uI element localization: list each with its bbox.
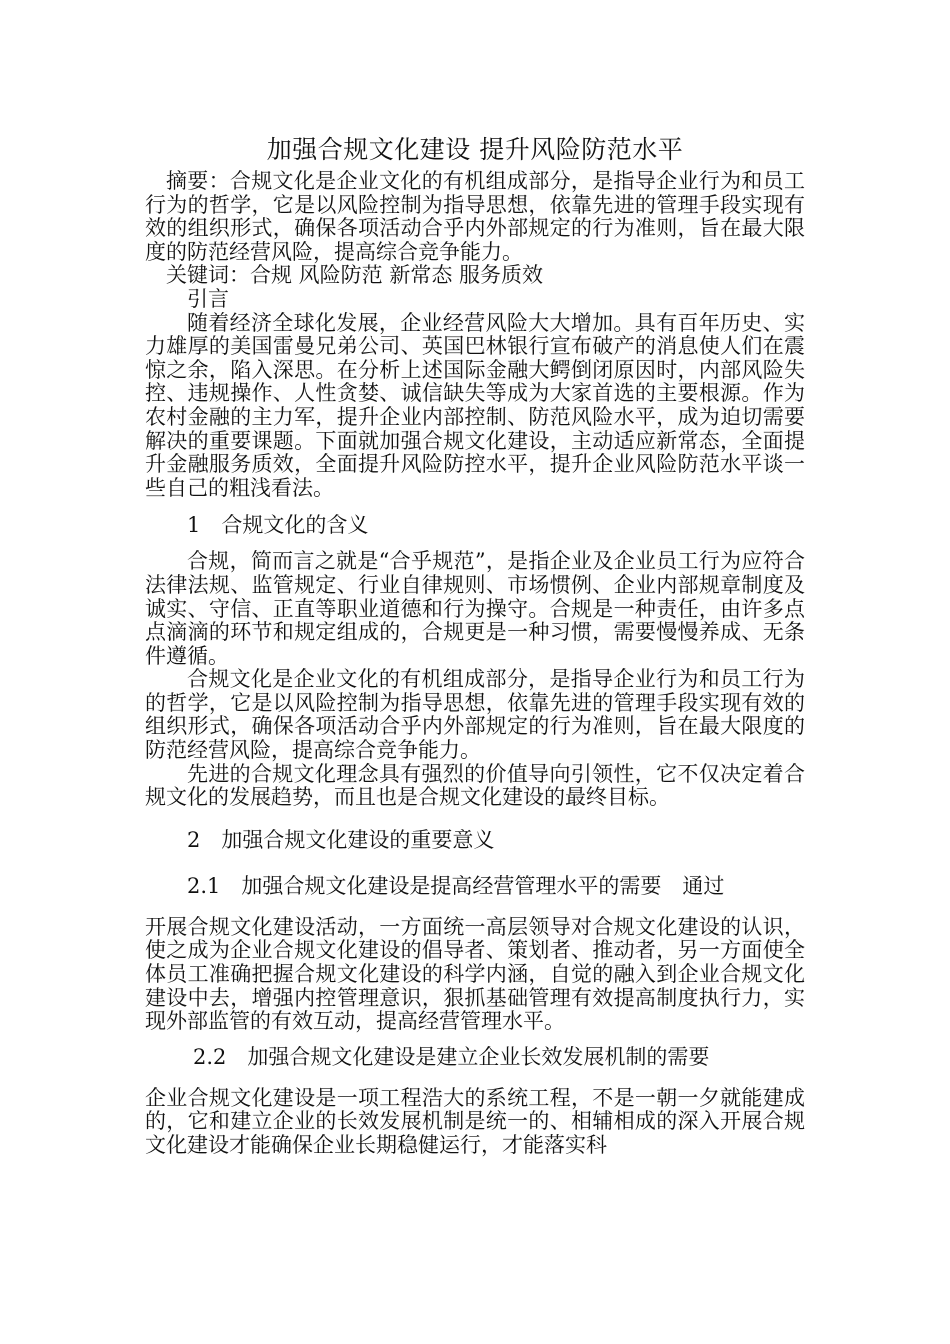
section-1-paragraph-2: 合规文化是企业文化的有机组成部分，是指导企业行为和员工行为的哲学，它是以风险控制为指导思想，依靠先进的管理手段实现有效的组织形式，确保各项活动合乎内外部规定的行为准则，旨在最大限度的防范经营风险，提高综合竞争能力。 xyxy=(145,667,805,763)
abstract-paragraph: 摘要：合规文化是企业文化的有机组成部分，是指导企业行为和员工行为的哲学，它是以风险控制为指导思想，依靠先进的管理手段实现有效的组织形式，确保各项活动合乎内外部规定的行为准则，旨在最大限度的防范经营风险，提高综合竞争能力。 xyxy=(145,169,805,264)
section-1-paragraph-3: 先进的合规文化理念具有强烈的价值导向引领性，它不仅决定着合规文化的发展趋势，而且也是合规文化建设的最终目标。 xyxy=(145,761,805,810)
document-title: 加强合规文化建设 提升风险防范水平 xyxy=(266,135,684,164)
section-1-paragraph-1: 合规，简而言之就是“合乎规范”，是指企业及企业员工行为应符合法律法规、监管规定、行业自律规则、市场惯例、企业内部规章制度及诚实、守信、正直等职业道德和行为操守。合规是一种责任，由许多点点滴滴的环节和规定组成的，合规更是一种习惯，需要慢慢养成、无条件遵循。 xyxy=(145,549,805,668)
section-2-1-paragraph: 开展合规文化建设活动，一方面统一高层领导对合规文化建设的认识，使之成为企业合规文化建设的倡导者、策划者、推动者，另一方面使全体员工准确把握合规文化建设的科学内涵，自觉的融入到企业合规文化建设中去，增强内控管理意识，狠抓基础管理有效提高制度执行力，实现外部监管的有效互动，提高经营管理水平。 xyxy=(145,914,805,1034)
section-2-heading: 2 加强合规文化建设的重要意义 xyxy=(187,827,495,852)
intro-heading: 引言 xyxy=(187,286,229,311)
keywords-line: 关键词：合规 风险防范 新常态 服务质效 xyxy=(166,263,544,288)
intro-paragraph: 随着经济全球化发展，企业经营风险大大增加。具有百年历史、实力雄厚的美国雷曼兄弟公司、英国巴林银行宣布破产的消息使人们在震惊之余，陷入深思。在分析上述国际金融大鳄倒闭原因时，内部风险失控、违规操作、人性贪婪、诚信缺失等成为大家首选的主要根源。作为农村金融的主力军，提升企业内部控制、防范风险水平，成为迫切需要解决的重要课题。下面就加强合规文化建设，主动适应新常态，全面提升金融服务质效，全面提升风险防控水平，提升企业风险防范水平谈一些自己的粗浅看法。 xyxy=(145,310,805,500)
document-page xyxy=(145,130,805,1158)
section-2-2-heading: 2.2 加强合规文化建设是建立企业长效发展机制的需要 xyxy=(193,1044,710,1069)
section-2-1-heading: 2.1 加强合规文化建设是提高经营管理水平的需要 通过 xyxy=(187,873,725,898)
section-2-2-paragraph: 企业合规文化建设是一项工程浩大的系统工程，不是一朝一夕就能建成的，它和建立企业的长效发展机制是统一的、相辅相成的深入开展合规文化建设才能确保企业长期稳健运行，才能落实科 xyxy=(145,1085,805,1157)
section-1-heading: 1 合规文化的含义 xyxy=(187,513,369,538)
